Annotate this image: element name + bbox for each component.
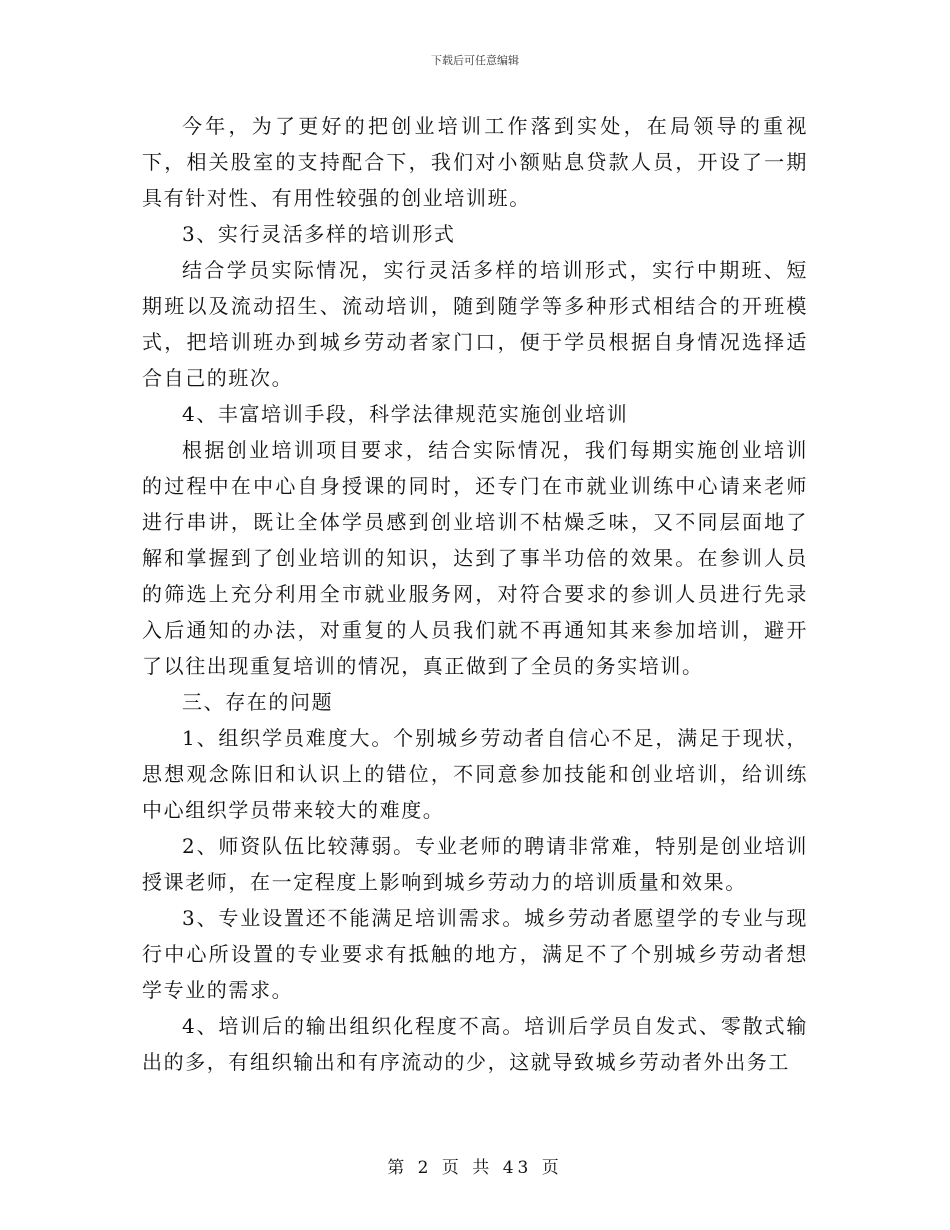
paragraph-1: 今年，为了更好的把创业培训工作落到实处，在局领导的重视下，相关股室的支持配合下，我们对小额贴息贷款人员，开设了一期具有针对性、有用性较强的创业培训班。 [142, 114, 808, 210]
paragraph-2: 结合学员实际情况，实行灵活多样的培训形式，实行中期班、短期班以及流动招生、流动培训，随到随学等多种形式相结合的开班模式，把培训班办到城乡劳动者家门口，便于学员根据自身情况选择适合自己的班次。 [142, 258, 808, 390]
section-heading-problems: 三、存在的问题 [182, 690, 334, 714]
problem-item-1: 1、组织学员难度大。个别城乡劳动者自信心不足，满足于现状，思想观念陈旧和认识上的错位，不同意参加技能和创业培训，给训练中心组织学员带来较大的难度。 [142, 726, 808, 822]
page-header-note: 下载后可任意编辑 [431, 54, 519, 67]
document-body [142, 108, 808, 1080]
section-heading-4: 4、丰富培训手段，科学法律规范实施创业培训 [182, 402, 629, 426]
paragraph-3: 根据创业培训项目要求，结合实际情况，我们每期实施创业培训的过程中在中心自身授课的同时，还专门在市就业训练中心请来老师进行串讲，既让全体学员感到创业培训不枯燥乏味，又不同层面地了解和掌握到了创业培训的知识，达到了事半功倍的效果。在参训人员的筛选上充分利用全市就业服务网，对符合要求的参训人员进行先录入后通知的办法，对重复的人员我们就不再通知其来参加培训，避开了以往出现重复培训的情况，真正做到了全员的务实培训。 [142, 438, 808, 678]
problem-item-2: 2、师资队伍比较薄弱。专业老师的聘请非常难，特别是创业培训授课老师，在一定程度上影响到城乡劳动力的培训质量和效果。 [142, 834, 808, 894]
page-number: 第 2 页 共 43 页 [387, 1158, 563, 1178]
problem-item-3: 3、专业设置还不能满足培训需求。城乡劳动者愿望学的专业与现行中心所设置的专业要求有抵触的地方，满足不了个别城乡劳动者想学专业的需求。 [142, 906, 808, 1002]
section-heading-3: 3、实行灵活多样的培训形式 [182, 222, 456, 246]
problem-item-4: 4、培训后的输出组织化程度不高。培训后学员自发式、零散式输出的多，有组织输出和有序流动的少，这就导致城乡劳动者外出务工 [142, 1014, 808, 1074]
